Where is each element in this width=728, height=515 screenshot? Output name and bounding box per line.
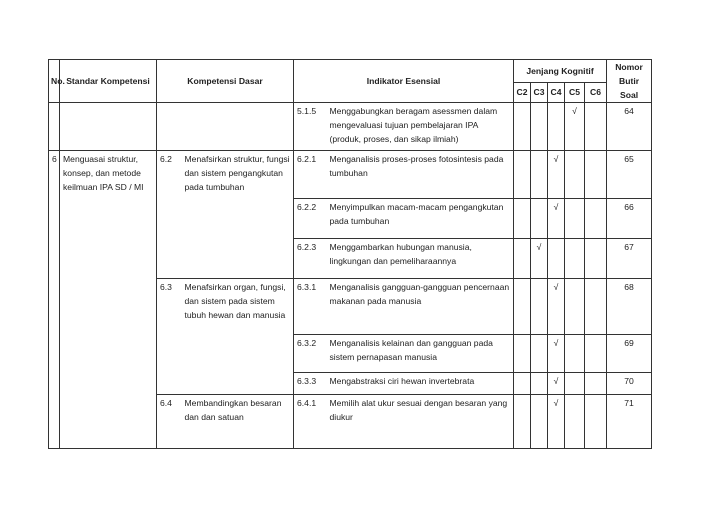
level-cell-c3 xyxy=(531,395,548,449)
table-row xyxy=(49,151,652,199)
kd-text-cell: Menafsirkan organ, fungsi, dan sistem pada sistem tubuh hewan dan manusia xyxy=(182,279,294,395)
sk-cell xyxy=(60,103,157,151)
sk-cell: Menguasai struktur, konsep, dan metode keilmuan IPA SD / MI xyxy=(60,151,157,449)
check-mark-icon: √ xyxy=(553,398,559,408)
header-indikator-esensial: Indikator Esensial xyxy=(294,60,514,103)
header-no: No. xyxy=(49,60,60,103)
indikator-number: 6.4.1 xyxy=(294,395,327,449)
kd-num-cell: 6.2 xyxy=(157,151,182,279)
level-cell-c6 xyxy=(585,239,607,279)
level-cell-c3 xyxy=(531,151,548,199)
no-cell: 6 xyxy=(49,151,60,449)
header-kompetensi-dasar: Kompetensi Dasar xyxy=(157,60,294,103)
header-soal: Soal xyxy=(619,90,639,100)
check-mark-icon: √ xyxy=(553,338,559,348)
level-cell-c6 xyxy=(585,103,607,151)
indikator-number: 6.2.3 xyxy=(294,239,327,279)
level-cell-c2 xyxy=(514,279,531,335)
check-mark-icon: √ xyxy=(553,282,559,292)
level-cell-c5 xyxy=(565,151,585,199)
level-cell-c4 xyxy=(548,395,565,449)
level-cell-c2 xyxy=(514,151,531,199)
check-mark-icon: √ xyxy=(553,376,559,386)
kd-text-cell: Membandingkan besaran dan dan satuan xyxy=(182,395,294,449)
soal-number: 67 xyxy=(607,239,652,279)
level-cell-c3 xyxy=(531,373,548,395)
indikator-text: Menganalisis kelainan dan gangguan pada sistem pernapasan manusia xyxy=(327,335,514,373)
level-cell-c5 xyxy=(565,239,585,279)
level-cell-c2 xyxy=(514,199,531,239)
level-header-c5: C5 xyxy=(565,82,585,102)
kisi-kisi-table xyxy=(48,59,652,449)
kd-text-cell xyxy=(182,103,294,151)
level-cell-c5 xyxy=(565,103,585,151)
level-cell-c5 xyxy=(565,279,585,335)
indikator-text: Mengabstraksi ciri hewan invertebrata xyxy=(327,373,514,395)
level-cell-c5 xyxy=(565,395,585,449)
level-cell-c4 xyxy=(548,373,565,395)
level-cell-c4 xyxy=(548,335,565,373)
indikator-number: 6.3.3 xyxy=(294,373,327,395)
level-cell-c2 xyxy=(514,335,531,373)
soal-number: 69 xyxy=(607,335,652,373)
check-mark-icon: √ xyxy=(536,242,542,252)
indikator-number: 6.2.2 xyxy=(294,199,327,239)
table-row xyxy=(49,103,652,151)
soal-number: 65 xyxy=(607,151,652,199)
indikator-text: Menganalisis proses-proses fotosintesis pada tumbuhan xyxy=(327,151,514,199)
check-mark-icon: √ xyxy=(553,202,559,212)
level-header-c4: C4 xyxy=(548,82,565,102)
indikator-number: 6.3.2 xyxy=(294,335,327,373)
header-nomor: Nomor xyxy=(615,62,643,72)
indikator-number: 6.3.1 xyxy=(294,279,327,335)
soal-number: 68 xyxy=(607,279,652,335)
level-cell-c5 xyxy=(565,335,585,373)
level-cell-c3 xyxy=(531,279,548,335)
level-header-c6: C6 xyxy=(585,82,607,102)
kd-num-cell: 6.3 xyxy=(157,279,182,395)
header-standar-kompetensi: Standar Kompetensi xyxy=(60,60,157,103)
level-cell-c6 xyxy=(585,335,607,373)
indikator-number: 5.1.5 xyxy=(294,103,327,151)
level-cell-c6 xyxy=(585,373,607,395)
level-cell-c2 xyxy=(514,395,531,449)
level-cell-c4 xyxy=(548,151,565,199)
kd-num-cell: 6.4 xyxy=(157,395,182,449)
indikator-text: Menganalisis gangguan-gangguan pencernaan makanan pada manusia xyxy=(327,279,514,335)
header-nomor-butir-soal xyxy=(607,60,652,103)
indikator-text: Memilih alat ukur sesuai dengan besaran yang diukur xyxy=(327,395,514,449)
level-cell-c5 xyxy=(565,199,585,239)
level-cell-c4 xyxy=(548,239,565,279)
level-header-c3: C3 xyxy=(531,82,548,102)
soal-number: 66 xyxy=(607,199,652,239)
header-butir: Butir xyxy=(619,76,640,86)
soal-number: 64 xyxy=(607,103,652,151)
level-cell-c3 xyxy=(531,103,548,151)
soal-number: 71 xyxy=(607,395,652,449)
indikator-text: Menggambarkan hubungan manusia, lingkungan dan pemeliharaannya xyxy=(327,239,514,279)
level-cell-c3 xyxy=(531,199,548,239)
level-cell-c6 xyxy=(585,151,607,199)
level-cell-c4 xyxy=(548,103,565,151)
indikator-number: 6.2.1 xyxy=(294,151,327,199)
level-cell-c6 xyxy=(585,395,607,449)
indikator-text: Menggabungkan beragam asessmen dalam mengevaluasi tujuan pembelajaran IPA (produk, proses, dan sikap ilmiah) xyxy=(327,103,514,151)
level-cell-c5 xyxy=(565,373,585,395)
kd-text-cell: Menafsirkan struktur, fungsi dan sistem pengangkutan pada tumbuhan xyxy=(182,151,294,279)
level-cell-c2 xyxy=(514,239,531,279)
header-jenjang-kognitif: Jenjang Kognitif xyxy=(514,60,607,83)
level-cell-c6 xyxy=(585,199,607,239)
level-cell-c2 xyxy=(514,103,531,151)
check-mark-icon: √ xyxy=(572,106,577,116)
level-header-c2: C2 xyxy=(514,82,531,102)
no-cell xyxy=(49,103,60,151)
kd-num-cell xyxy=(157,103,182,151)
indikator-text: Menyimpulkan macam-macam pengangkutan pada tumbuhan xyxy=(327,199,514,239)
level-cell-c6 xyxy=(585,279,607,335)
level-cell-c3 xyxy=(531,335,548,373)
check-mark-icon: √ xyxy=(553,154,559,164)
level-cell-c4 xyxy=(548,199,565,239)
level-cell-c4 xyxy=(548,279,565,335)
level-cell-c2 xyxy=(514,373,531,395)
level-cell-c3 xyxy=(531,239,548,279)
soal-number: 70 xyxy=(607,373,652,395)
